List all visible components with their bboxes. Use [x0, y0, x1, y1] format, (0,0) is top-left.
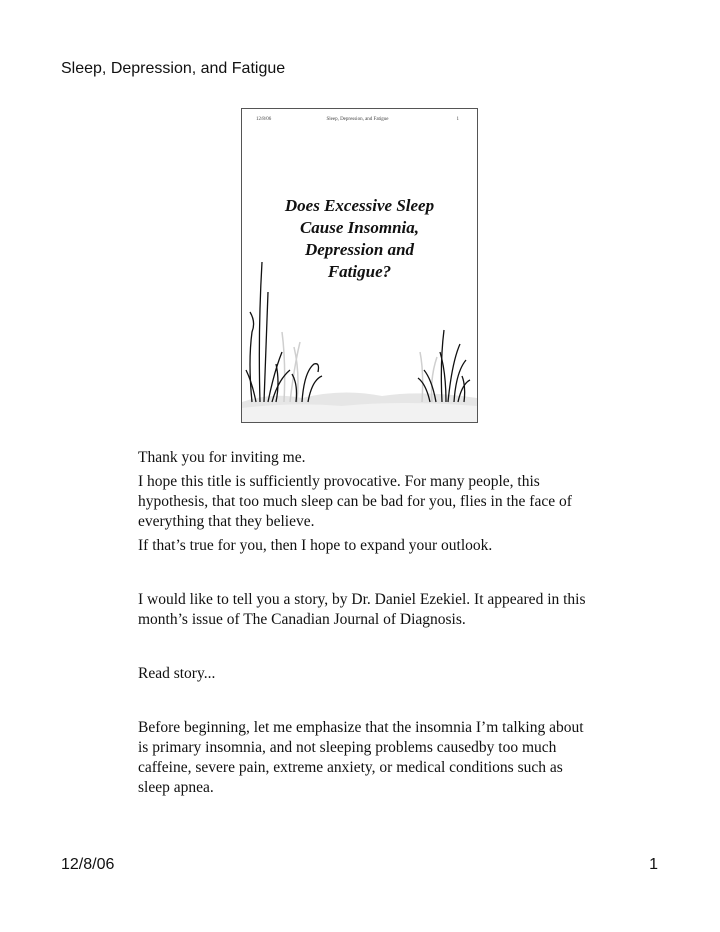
slide-header-title: Sleep, Depression, and Fatigue	[326, 117, 389, 122]
grass-illustration	[242, 252, 477, 422]
speaker-notes	[138, 448, 588, 802]
notes-paragraph: Read story...	[138, 665, 216, 682]
slide-thumbnail	[241, 108, 478, 423]
notes-paragraph: I hope this title is sufficiently provocative. For many people, this hypothesis, that too much sleep can be bad for you, flies in the face of everything that they believe.	[138, 473, 572, 530]
footer-page-number: 1	[649, 856, 658, 873]
slide-title-line: Does Excessive Sleep	[284, 196, 435, 215]
footer-date: 12/8/06	[61, 856, 115, 873]
notes-paragraph: Before beginning, let me emphasize that the insomnia I’m talking about is primary insomnia, and not sleeping problems causedby too much caffeine, severe pain, extreme anxiety, or medical conditions such as sleep apnea.	[138, 719, 584, 796]
slide-header-page: 1	[456, 117, 459, 122]
slide-title-line: Cause Insomnia,	[299, 218, 420, 237]
slide-title-line: Fatigue?	[327, 262, 392, 281]
notes-paragraph: Thank you for inviting me.	[138, 449, 306, 466]
slide-header-date: 12/8/06	[256, 117, 272, 122]
slide-title-line: Depression and	[304, 240, 415, 259]
page-header-title: Sleep, Depression, and Fatigue	[61, 60, 286, 77]
notes-paragraph: If that’s true for you, then I hope to expand your outlook.	[138, 537, 493, 554]
notes-paragraph: I would like to tell you a story, by Dr. Daniel Ezekiel. It appeared in this month’s issue of The Canadian Journal of Diagnosis.	[138, 591, 586, 628]
